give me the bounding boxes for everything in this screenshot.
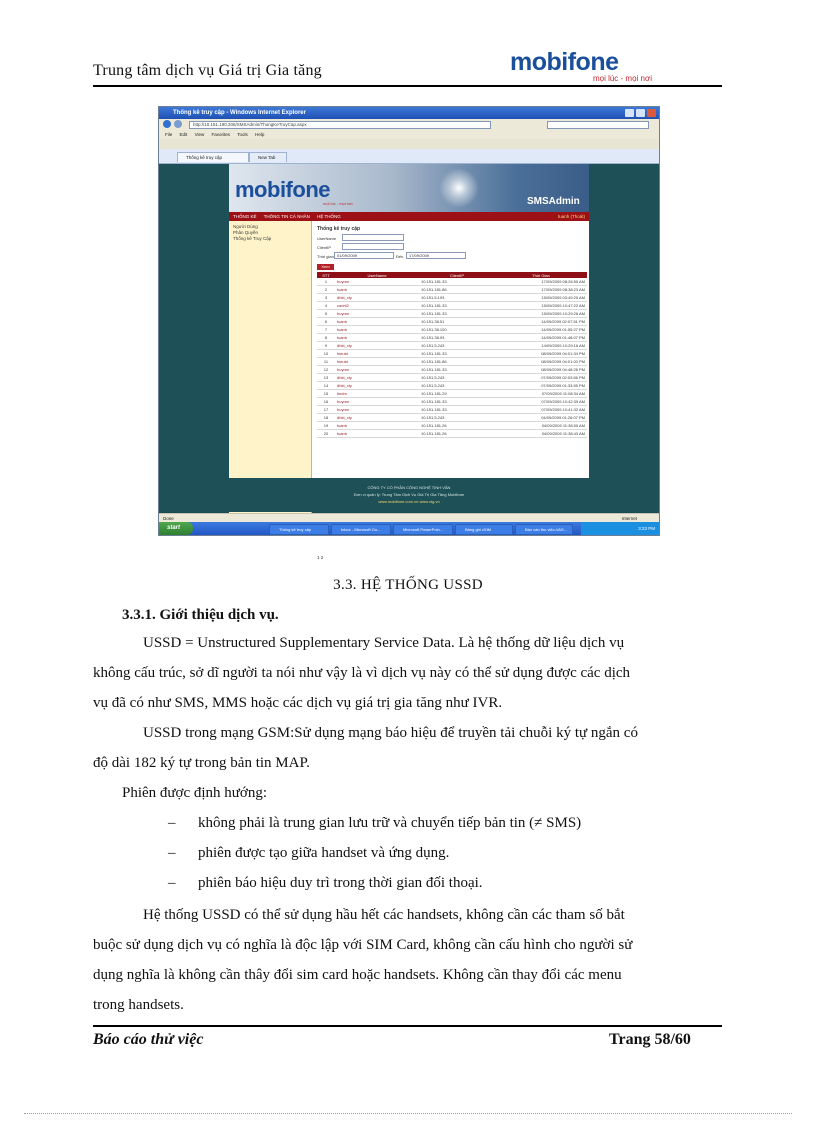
table-cell: 10.151.181.86 — [419, 358, 495, 366]
table-cell: hieutd — [335, 350, 419, 358]
column-header: UserName — [335, 272, 419, 278]
user-logout-link[interactable]: tuanh (Thoát) — [557, 214, 585, 219]
page-edge-dotted-line — [24, 1113, 792, 1114]
bullet-dash: – — [168, 875, 176, 891]
table-cell: caohl2 — [335, 302, 419, 310]
table-cell: huynm — [335, 366, 419, 374]
table-cell: dhkt_cty — [335, 294, 419, 302]
table-cell: 3 — [317, 294, 335, 302]
table-cell: 15/09/2009 10:29:26 AM — [495, 310, 587, 318]
tab-thong-ke[interactable]: Thống kê truy cập — [177, 152, 249, 162]
table-row — [317, 366, 587, 374]
bullet-item — [168, 875, 483, 892]
window-title: Thống kê truy cập - Windows Internet Explorer — [173, 110, 306, 116]
site-banner — [229, 164, 589, 212]
table-cell: 6 — [317, 318, 335, 326]
logo-wordmark: mobifone — [510, 48, 619, 76]
table-cell: 07/09/2009 01:33:55 PM — [495, 382, 587, 390]
from-date-field[interactable]: 01/09/2009 — [334, 252, 394, 259]
table-cell: 04/09/2009 11:38:50 AM — [495, 422, 587, 430]
taskbar-item[interactable]: Báo cáo thu việc-VAS... — [515, 524, 573, 535]
text-line: USSD = Unstructured Supplementary Service Data. Là hệ thống dữ liệu dịch vụ — [143, 635, 625, 651]
to-date-field[interactable]: 17/09/2009 — [406, 252, 466, 259]
table-cell: 10.151.181.26 — [419, 430, 495, 438]
logo-slogan: mọi lúc - mọi nơi — [592, 74, 652, 83]
text-line: Hệ thống USSD có thể sử dụng hầu hết các handsets, không cần các tham số bắt — [143, 907, 625, 923]
header-divider — [93, 85, 722, 87]
tab-new[interactable]: New Tab — [249, 152, 287, 162]
search-input[interactable] — [547, 121, 649, 129]
table-cell: 17 — [317, 406, 335, 414]
clientip-field[interactable] — [342, 243, 404, 250]
start-button[interactable]: start — [159, 522, 193, 535]
table-cell: 10.151.181.33 — [419, 302, 495, 310]
nav-thong-tin[interactable]: THÔNG TIN CÁ NHÂN — [263, 214, 310, 219]
table-cell: hieutd — [335, 358, 419, 366]
taskbar-item[interactable]: Thống kê truy cập — [269, 524, 329, 535]
table-row — [317, 318, 587, 326]
table-cell: 10.151.181.33 — [419, 406, 495, 414]
table-row — [317, 310, 587, 318]
text-line: buộc sử dụng dịch vụ có nghĩa là độc lập với SIM Card, không cần cấu hình cho người sử — [93, 937, 633, 953]
table-cell: 14 — [317, 382, 335, 390]
table-cell: huynm — [335, 310, 419, 318]
table-cell: 04/09/2009 01:26:07 PM — [495, 414, 587, 422]
table-cell: tuanh — [335, 318, 419, 326]
bullet-dash: – — [168, 815, 176, 831]
tab-strip — [159, 149, 659, 164]
table-row — [317, 294, 587, 302]
zone-text: Internet — [621, 516, 637, 521]
table-row — [317, 382, 587, 390]
table-cell: dhkt_cty — [335, 414, 419, 422]
column-header: ClientIP — [419, 272, 495, 278]
status-text: Done — [163, 516, 174, 521]
menu-bar — [159, 130, 659, 139]
table-row — [317, 406, 587, 414]
bullet-text: phiên được tạo giữa handset và ứng dụng. — [198, 845, 450, 861]
table-cell: 10.151.181.33 — [419, 350, 495, 358]
top-nav-bar — [229, 212, 589, 221]
table-cell: 10.151.181.33 — [419, 366, 495, 374]
column-header: STT — [317, 272, 335, 278]
nav-thong-ke[interactable]: THỐNG KÊ — [233, 214, 257, 219]
table-row — [317, 326, 587, 334]
table-cell: 11 — [317, 358, 335, 366]
table-row — [317, 286, 587, 294]
sidebar-item-users[interactable]: Người Dùng — [233, 224, 258, 229]
clientip-label: ClientIP — [317, 245, 332, 250]
mobifone-logo — [510, 50, 658, 83]
table-row — [317, 302, 587, 310]
table-cell: tuanh — [335, 422, 419, 430]
menu-file[interactable]: File — [165, 132, 173, 137]
sidebar-item-access-stats[interactable]: Thống kê Truy Cập — [233, 236, 272, 241]
page-number: Trang 58/60 — [609, 1031, 691, 1048]
table-cell: tuanh — [335, 326, 419, 334]
table-cell: 16 — [317, 398, 335, 406]
table-cell: 10.151.181.33 — [419, 398, 495, 406]
minimize-icon[interactable] — [625, 109, 634, 117]
table-cell: tuanh — [335, 334, 419, 342]
table-cell: 10.151.38.93 — [419, 334, 495, 342]
table-cell: 1 — [317, 278, 335, 286]
page-header-title: Trung tâm dịch vụ Giá trị Gia tăng — [93, 62, 322, 79]
table-cell: 2 — [317, 286, 335, 294]
table-cell: 15/09/2009 10:47:22 AM — [495, 302, 587, 310]
table-cell: tindm — [335, 390, 419, 398]
table-cell: dhkt_cty — [335, 374, 419, 382]
column-header: Thời Gian — [495, 272, 587, 278]
form-title: Thống kê truy cập — [317, 226, 361, 232]
table-row — [317, 358, 587, 366]
taskbar-item[interactable]: Bảng ghi cSIM — [455, 524, 513, 535]
menu-favorites[interactable]: Favorites — [211, 132, 231, 137]
table-cell: huynm — [335, 406, 419, 414]
table-cell: tuanh — [335, 430, 419, 438]
table-row — [317, 278, 587, 286]
table-cell: 07/09/2009 10:42:39 AM — [495, 398, 587, 406]
table-cell: 14/09/2009 01:55:27 PM — [495, 326, 587, 334]
forward-icon[interactable] — [174, 120, 182, 128]
table-cell: 10.151.5.243 — [419, 382, 495, 390]
table-cell: 10.151.181.29 — [419, 390, 495, 398]
username-label: UserName — [317, 236, 337, 241]
taskbar-item[interactable]: Inbox - Microsoft Ou... — [331, 524, 391, 535]
address-input[interactable]: http://10.151.190.206/SMSAdmin/ThongKeTruyCap.aspx — [189, 121, 491, 129]
table-cell: 7 — [317, 326, 335, 334]
table-cell: 04/09/2009 11:38:43 AM — [495, 430, 587, 438]
taskbar — [159, 522, 659, 535]
table-cell: 10.151.5.243 — [419, 414, 495, 422]
table-cell: 14/09/2009 02:07:51 PM — [495, 318, 587, 326]
bullet-item — [168, 845, 449, 862]
paragraph-ussd-gsm — [93, 718, 721, 778]
table-row — [317, 398, 587, 406]
app-name: SMSAdmin — [527, 196, 580, 207]
table-row — [317, 390, 587, 398]
section-heading: 3.3. HỆ THỐNG USSD — [333, 577, 483, 593]
footer-unit: Đơn vị quản lý: Trung Tâm Dịch Vụ Giá Trị Gia Tăng Mobifone — [353, 492, 465, 497]
banner-glow — [439, 168, 479, 208]
pagination[interactable]: 1 2 — [317, 555, 324, 560]
table-cell: 15/09/2009 03:49:20 AM — [495, 294, 587, 302]
sidebar — [229, 221, 312, 513]
banner-slogan: mọi lúc - mọi nơi — [323, 201, 353, 206]
table-cell: 10.151.38.100 — [419, 326, 495, 334]
sidebar-item-permissions[interactable]: Phân Quyền — [233, 230, 259, 235]
table-cell: 08/09/2009 04:01:34 PM — [495, 350, 587, 358]
footer-divider — [93, 1025, 722, 1027]
maximize-icon[interactable] — [636, 109, 645, 117]
table-cell: 18 — [317, 414, 335, 422]
table-row — [317, 422, 587, 430]
table-row — [317, 414, 587, 422]
table-cell: 10.151.181.33 — [419, 278, 495, 286]
table-cell: 20 — [317, 430, 335, 438]
text-line: độ dài 182 ký tự trong bản tin MAP. — [93, 755, 310, 771]
menu-help[interactable]: Help — [255, 132, 265, 137]
table-row — [317, 334, 587, 342]
bullet-item — [168, 815, 581, 832]
time-label: Thời gian — [317, 254, 334, 259]
table-cell: 10 — [317, 350, 335, 358]
text-line: không cấu trúc, sở dĩ người ta nói như vậy là vì dịch vụ này có thể sử dụng được các dịch — [93, 665, 631, 681]
table-cell: 15 — [317, 390, 335, 398]
menu-tools[interactable]: Tools — [237, 132, 248, 137]
paragraph-session: Phiên được định hướng: — [122, 785, 268, 801]
table-cell: 12 — [317, 366, 335, 374]
bullet-text: phiên báo hiệu duy trì trong thời gian đối thoại. — [198, 875, 483, 891]
table-cell: 08/09/2009 04:01:00 PM — [495, 358, 587, 366]
table-row — [317, 342, 587, 350]
embedded-screenshot — [158, 106, 660, 560]
table-row — [317, 350, 587, 358]
table-cell: 10.151.181.33 — [419, 310, 495, 318]
table-cell: 10.151.181.26 — [419, 422, 495, 430]
footer-report-title: Báo cáo thử việc — [93, 1031, 204, 1048]
table-cell: 9 — [317, 342, 335, 350]
back-icon[interactable] — [163, 120, 171, 128]
footer-company: CÔNG TY CỔ PHẦN CÔNG NGHỆ TINH VÂN — [367, 485, 451, 490]
bullet-text: không phải là trung gian lưu trữ và chuyển tiếp bản tin (≠ SMS) — [198, 815, 582, 831]
paragraph-ussd-definition — [93, 628, 721, 718]
table-cell: 10.151.5.243 — [419, 374, 495, 382]
text-line: USSD trong mạng GSM:Sử dụng mạng báo hiệu để truyền tải chuỗi ký tự ngắn có — [143, 725, 638, 741]
subsection-heading: 3.3.1. Giới thiệu dịch vụ. — [122, 607, 279, 623]
table-cell: 10.151.181.86 — [419, 286, 495, 294]
banner-logo: mobifone — [235, 177, 330, 202]
username-field[interactable] — [342, 234, 404, 241]
access-table — [317, 272, 587, 438]
view-button[interactable]: Xem — [317, 264, 334, 270]
paragraph-handsets — [93, 900, 721, 1020]
table-cell: 10.151.5.193 — [419, 294, 495, 302]
table-cell: 5 — [317, 310, 335, 318]
nav-he-thong[interactable]: HỆ THỐNG — [317, 214, 341, 219]
footer-links[interactable]: www.mobifone.com.vn www.vtg.vn — [378, 499, 440, 504]
table-cell: tuanh — [335, 286, 419, 294]
to-label: Đến — [396, 254, 404, 259]
table-row — [317, 374, 587, 382]
table-cell: 17/09/2009 08:26:50 AM — [495, 278, 587, 286]
table-cell: 8 — [317, 334, 335, 342]
table-cell: 10.151.5.243 — [419, 342, 495, 350]
text-line: trong handsets. — [93, 997, 184, 1013]
text-line: vụ đã có như SMS, MMS hoặc các dịch vụ giá trị gia tăng như IVR. — [93, 695, 503, 711]
table-cell: 19 — [317, 422, 335, 430]
taskbar-item[interactable]: Microsoft PowerPoin... — [393, 524, 453, 535]
table-row — [317, 430, 587, 438]
bullet-dash: – — [168, 845, 176, 861]
table-cell: 17/09/2009 08:38:23 AM — [495, 286, 587, 294]
table-cell: 07/09/2009 11:08:34 AM — [495, 390, 587, 398]
table-cell: dhkt_cty — [335, 342, 419, 350]
close-icon[interactable] — [647, 109, 656, 117]
table-cell: huynm — [335, 398, 419, 406]
table-cell: 10.151.38.51 — [419, 318, 495, 326]
table-cell: 13 — [317, 374, 335, 382]
menu-edit[interactable]: Edit — [179, 132, 188, 137]
table-cell: 08/09/2009 04:48:28 PM — [495, 366, 587, 374]
table-cell: 07/09/2009 10:41:32 AM — [495, 406, 587, 414]
table-cell: 14/09/2009 01:48:07 PM — [495, 334, 587, 342]
table-cell: huynm — [335, 278, 419, 286]
table-cell: 4 — [317, 302, 335, 310]
table-cell: 14/09/2009 10:29:16 AM — [495, 342, 587, 350]
table-cell: 07/09/2009 02:53:56 PM — [495, 374, 587, 382]
browser-title-bar — [159, 107, 659, 119]
text-line: dụng nghĩa là không cần thây đổi sim card hoặc handsets. Không cần thay đổi các menu — [93, 967, 622, 983]
table-cell: dhkt_cty — [335, 382, 419, 390]
system-tray-clock: 3:23 PM — [581, 522, 659, 535]
menu-view[interactable]: View — [194, 132, 205, 137]
